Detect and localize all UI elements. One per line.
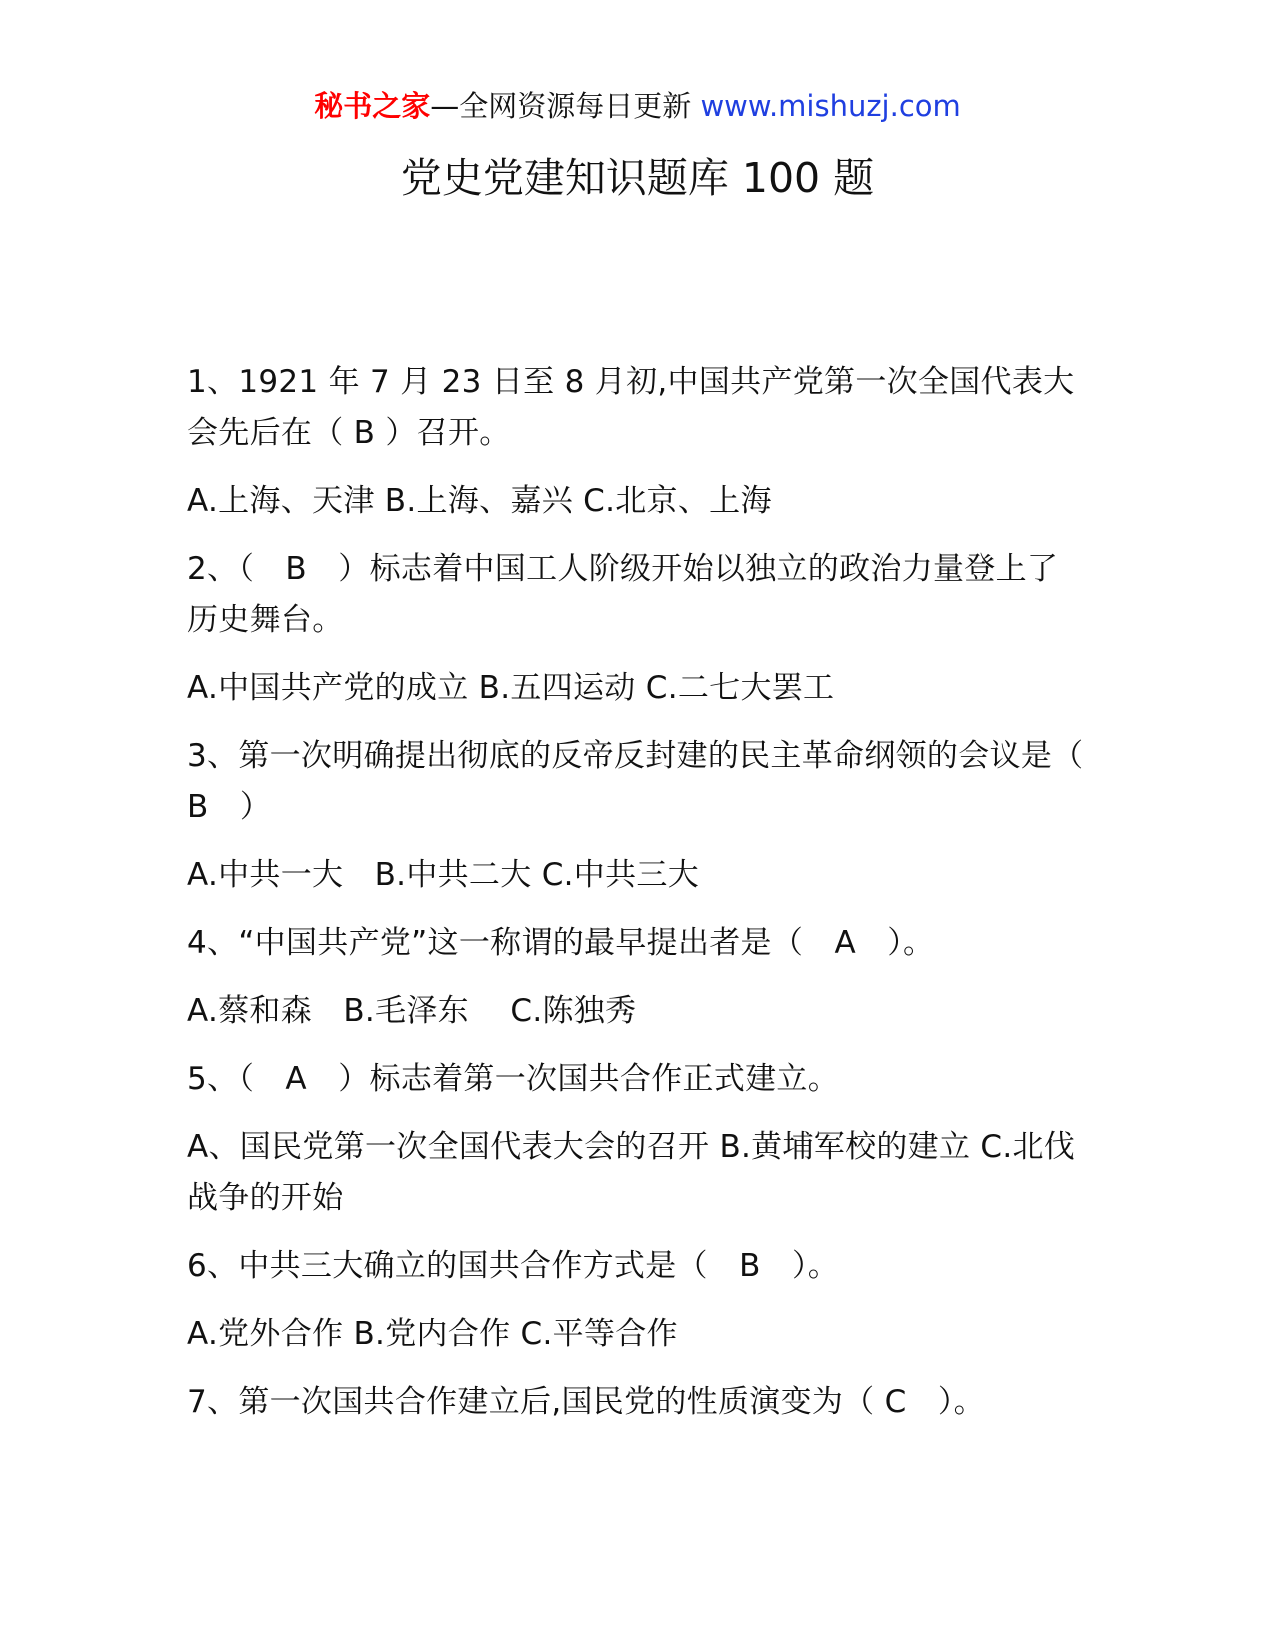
question-3-options: A.中共一大 B.中共二大 C.中共三大 bbox=[187, 857, 699, 893]
brand-name: 秘书之家 bbox=[314, 89, 431, 123]
question-5-text: 5、（ A ）标志着第一次国共合作正式建立。 bbox=[187, 1061, 840, 1097]
document-title: 党史党建知识题库 100 题 bbox=[400, 154, 875, 202]
question-4-options: A.蔡和森 B.毛泽东 C.陈独秀 bbox=[187, 993, 637, 1029]
question-4-text: 4、“中国共产党”这一称谓的最早提出者是（ A ）。 bbox=[187, 925, 935, 961]
question-1-options: A.上海、天津 B.上海、嘉兴 C.北京、上海 bbox=[187, 483, 772, 519]
question-7-text: 7、第一次国共合作建立后,国民党的性质演变为（ C ）。 bbox=[187, 1384, 985, 1420]
question-6-text: 6、中共三大确立的国共合作方式是（ B ）。 bbox=[187, 1248, 840, 1284]
question-2-options: A.中国共产党的成立 B.五四运动 C.二七大罢工 bbox=[187, 670, 835, 706]
question-1-text: 1、1921 年 7 月 23 日至 8 月初,中国共产党第一次全国代表大会先后在（ B ）召开。 bbox=[187, 364, 1075, 451]
site-header bbox=[0, 86, 1275, 126]
question-2-text: 2、（ B ）标志着中国工人阶级开始以独立的政治力量登上了历史舞台。 bbox=[187, 551, 1059, 638]
question-5-options: A、国民党第一次全国代表大会的召开 B.黄埔军校的建立 C.北伐战争的开始 bbox=[187, 1129, 1076, 1216]
site-url-link[interactable]: www.mishuzj.com bbox=[700, 89, 961, 123]
question-3-text: 3、第一次明确提出彻底的反帝反封建的民主革命纲领的会议是（ B ） bbox=[187, 738, 1115, 825]
question-6-options: A.党外合作 B.党内合作 C.平等合作 bbox=[187, 1316, 678, 1352]
question-list bbox=[187, 357, 1115, 1445]
site-tagline: —全网资源每日更新 bbox=[430, 89, 701, 123]
